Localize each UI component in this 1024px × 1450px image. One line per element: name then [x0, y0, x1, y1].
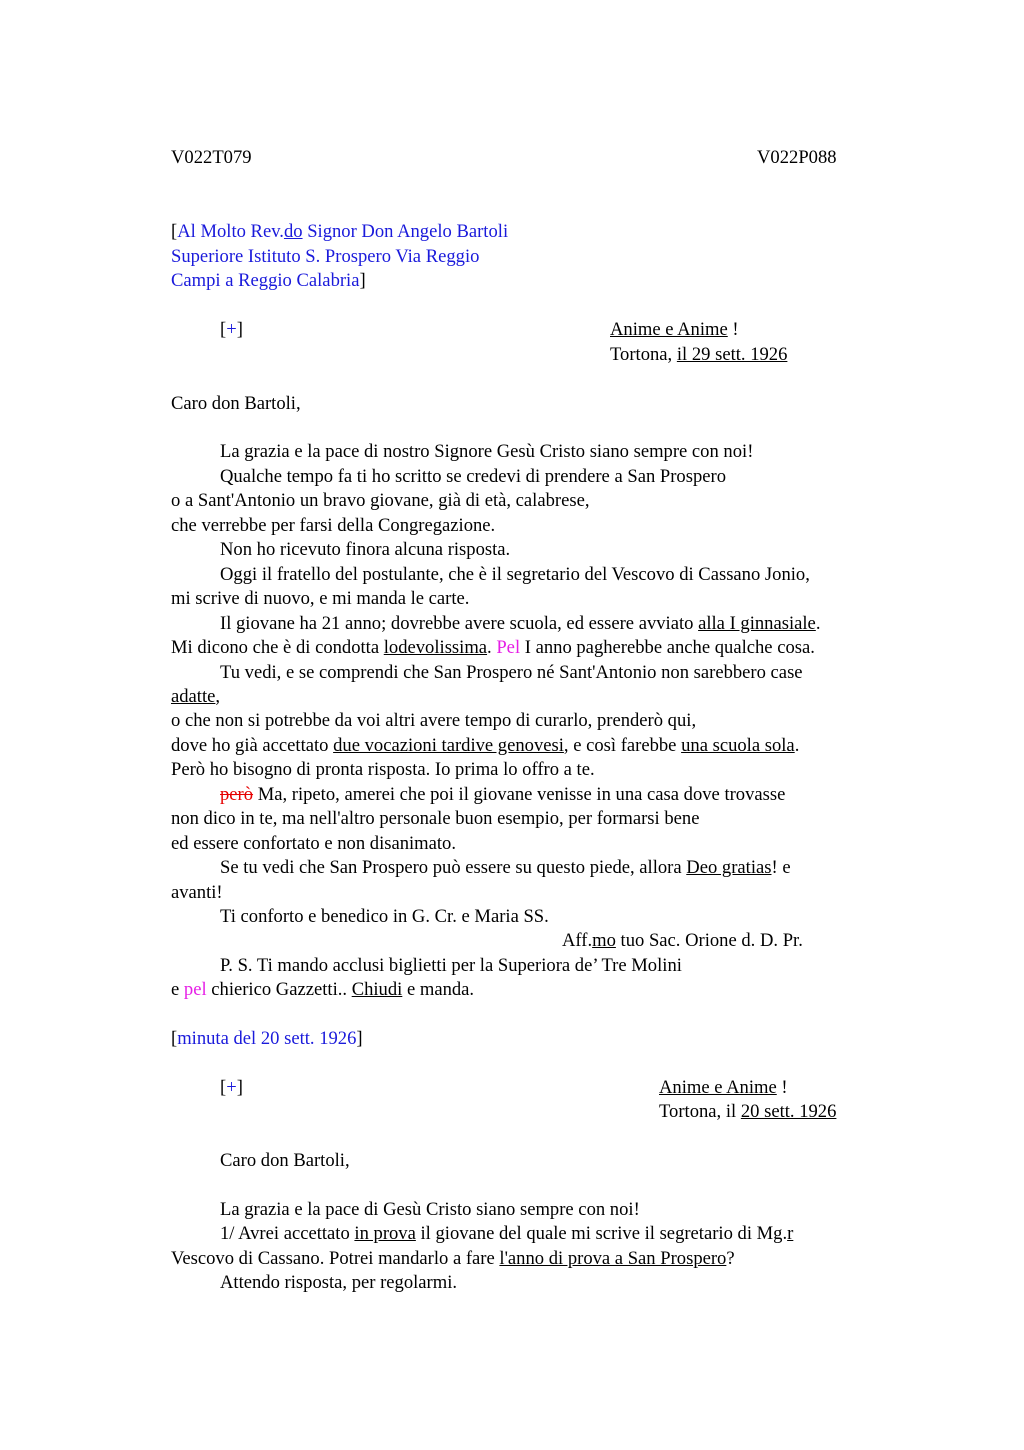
- signature: Aff.mo tuo Sac. Orione d. D. Pr.: [562, 930, 803, 951]
- body-line: Se tu vedi che San Prospero può essere su questo piede, allora Deo gratias! e: [220, 857, 791, 878]
- address-line-2: Superiore Istituto S. Prospero Via Reggio: [171, 246, 480, 267]
- letter-date: Tortona, il 20 sett. 1926: [659, 1101, 837, 1122]
- body-line: ed essere confortato e non disanimato.: [171, 833, 457, 854]
- body-line: Però ho bisogno di pronta risposta. Io prima lo offro a te.: [171, 759, 595, 780]
- body-line: dove ho già accettato due vocazioni tardive genovesi, e così farebbe una scuola sola.: [171, 735, 800, 756]
- address-line-1: [Al Molto Rev.do Signor Don Angelo Bartoli: [171, 221, 509, 242]
- body-line: Tu vedi, e se comprendi che San Prospero né Sant'Antonio non sarebbero case: [220, 662, 803, 683]
- body-line: o che non si potrebbe da voi altri avere tempo di curarlo, prenderò qui,: [171, 710, 697, 731]
- body-line: mi scrive di nuovo, e mi manda le carte.: [171, 588, 470, 609]
- body-line: Vescovo di Cassano. Potrei mandarlo a fare l'anno di prova a San Prospero?: [171, 1248, 735, 1269]
- body-line: però Ma, ripeto, amerei che poi il giovane venisse in una casa dove trovasse: [220, 784, 786, 805]
- body-line: La grazia e la pace di nostro Signore Gesù Cristo siano sempre con noi!: [220, 441, 754, 462]
- motto: Anime e Anime !: [610, 319, 739, 340]
- body-line: Mi dicono che è di condotta lodevolissima. Pel I anno pagherebbe anche qualche cosa.: [171, 637, 815, 658]
- body-line: La grazia e la pace di Gesù Cristo siano sempre con noi!: [220, 1199, 640, 1220]
- body-line: Attendo risposta, per regolarmi.: [220, 1272, 458, 1293]
- greeting: Caro don Bartoli,: [220, 1150, 350, 1171]
- postscript-line: e pel chierico Gazzetti.. Chiudi e manda.: [171, 979, 475, 1000]
- body-line: o a Sant'Antonio un bravo giovane, già di età, calabrese,: [171, 490, 590, 511]
- body-line: Oggi il fratello del postulante, che è il segretario del Vescovo di Cassano Jonio,: [220, 564, 810, 585]
- document-code-right: V022P088: [757, 147, 837, 168]
- body-line: avanti!: [171, 882, 223, 903]
- draft-note: [minuta del 20 sett. 1926]: [171, 1028, 363, 1049]
- greeting: Caro don Bartoli,: [171, 393, 301, 414]
- body-line: non dico in te, ma nell'altro personale buon esempio, per formarsi bene: [171, 808, 700, 829]
- body-line: Non ho ricevuto finora alcuna risposta.: [220, 539, 511, 560]
- struck-word: però: [220, 784, 254, 805]
- cross-mark: [+]: [220, 319, 243, 340]
- body-line: adatte,: [171, 686, 221, 707]
- body-line: Ti conforto e benedico in G. Cr. e Maria SS.: [220, 906, 549, 927]
- postscript-line: P. S. Ti mando acclusi biglietti per la Superiora de’ Tre Molini: [220, 955, 682, 976]
- address-line-3: Campi a Reggio Calabria]: [171, 270, 366, 291]
- cross-mark: [+]: [220, 1077, 243, 1098]
- body-line: che verrebbe per farsi della Congregazione.: [171, 515, 496, 536]
- motto: Anime e Anime !: [659, 1077, 788, 1098]
- body-line: Il giovane ha 21 anno; dovrebbe avere scuola, ed essere avviato alla I ginnasiale.: [220, 613, 821, 634]
- letter-date: Tortona, il 29 sett. 1926: [610, 344, 788, 365]
- body-line: 1/ Avrei accettato in prova il giovane del quale mi scrive il segretario di Mg.r: [220, 1223, 794, 1244]
- body-line: Qualche tempo fa ti ho scritto se credevi di prendere a San Prospero: [220, 466, 726, 487]
- document-code-left: V022T079: [171, 147, 252, 168]
